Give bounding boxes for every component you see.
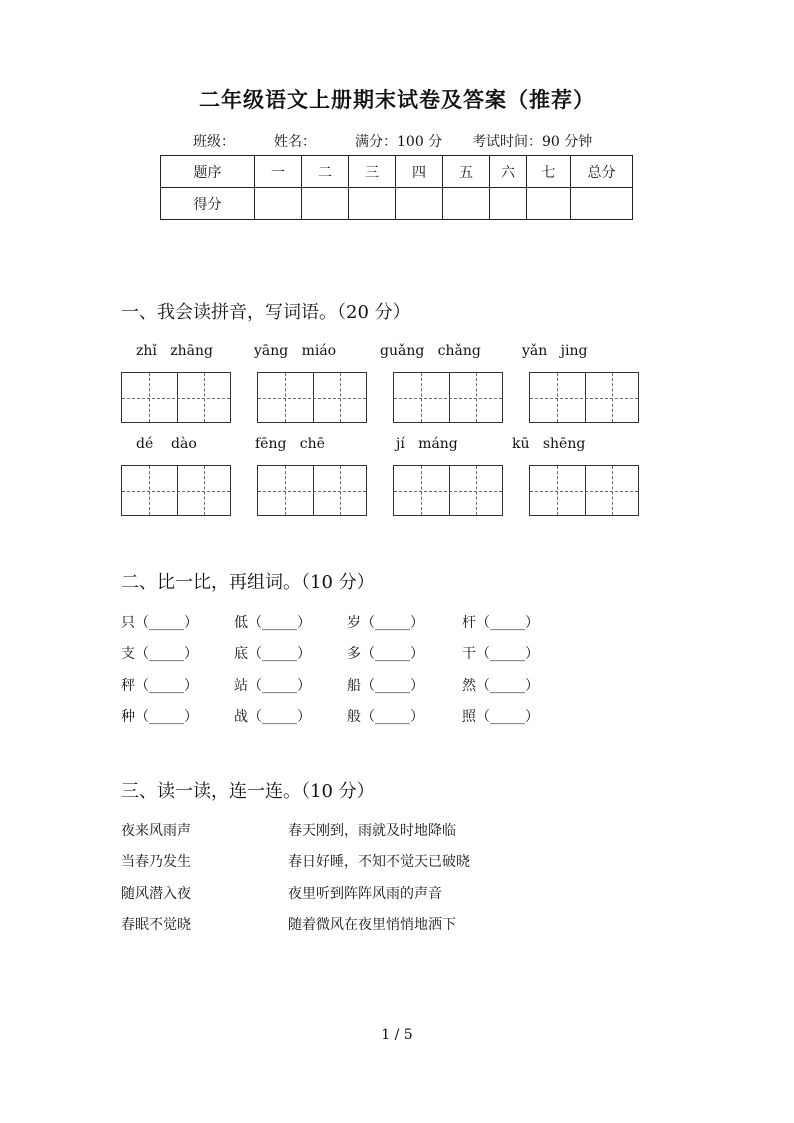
score-header-cell: 二: [302, 156, 349, 188]
word-blank[interactable]: 底（_____）: [234, 646, 311, 662]
match-right-item[interactable]: 夜里听到阵阵风雨的声音: [288, 886, 442, 902]
score-row-label: 得分: [161, 188, 255, 220]
full-score: 满分：100 分: [355, 134, 443, 150]
match-left-item[interactable]: 春眠不觉晓: [121, 917, 191, 933]
word-blank[interactable]: 秤（_____）: [121, 678, 198, 694]
writing-grid-box[interactable]: [393, 465, 503, 516]
pinyin-label: yǎn jing: [522, 343, 588, 359]
writing-grid-box[interactable]: [257, 372, 367, 423]
word-blank[interactable]: 种（_____）: [121, 709, 198, 725]
match-right-item[interactable]: 春天刚到，雨就及时地降临: [288, 823, 456, 839]
match-left-item[interactable]: 夜来风雨声: [121, 823, 191, 839]
match-right-item[interactable]: 随着微风在夜里悄悄地洒下: [288, 917, 456, 933]
score-header-cell: 一: [255, 156, 302, 188]
score-header-cell: 五: [443, 156, 490, 188]
word-blank[interactable]: 岁（_____）: [347, 615, 424, 631]
match-left-item[interactable]: 随风潜入夜: [121, 886, 191, 902]
word-blank[interactable]: 然（_____）: [462, 678, 539, 694]
score-cell[interactable]: [571, 188, 633, 220]
section1-heading: 一、我会读拼音，写词语。（20 分）: [121, 302, 411, 323]
pinyin-label: yāng miáo: [254, 343, 337, 359]
score-table-score-row: [161, 188, 633, 220]
writing-grid-box[interactable]: [257, 465, 367, 516]
score-header-cell: 七: [527, 156, 571, 188]
word-blank[interactable]: 照（_____）: [462, 709, 539, 725]
word-blank[interactable]: 支（_____）: [121, 646, 198, 662]
score-header-cell: 三: [349, 156, 396, 188]
word-blank[interactable]: 般（_____）: [347, 709, 424, 725]
score-cell[interactable]: [302, 188, 349, 220]
writing-grid-box[interactable]: [121, 372, 231, 423]
page-title: 二年级语文上册期末试卷及答案（推荐）: [199, 87, 595, 112]
score-cell[interactable]: [349, 188, 396, 220]
score-cell[interactable]: [443, 188, 490, 220]
pinyin-label: zhǐ zhāng: [136, 343, 213, 359]
word-blank[interactable]: 低（_____）: [234, 615, 311, 631]
score-header-cell: 四: [396, 156, 443, 188]
name-label: 姓名：: [274, 134, 316, 150]
match-left-item[interactable]: 当春乃发生: [121, 854, 191, 870]
pinyin-label: guǎng chǎng: [380, 343, 481, 359]
word-blank[interactable]: 多（_____）: [347, 646, 424, 662]
class-label: 班级：: [193, 134, 235, 150]
word-blank[interactable]: 杆（_____）: [462, 615, 539, 631]
word-blank[interactable]: 干（_____）: [462, 646, 539, 662]
section2-heading: 二、比一比，再组词。（10 分）: [121, 572, 375, 593]
score-table-header-row: [161, 156, 633, 188]
writing-grid-box[interactable]: [529, 372, 639, 423]
score-header-cell: 题序: [161, 156, 255, 188]
pinyin-label: fēng chē: [255, 436, 325, 452]
pinyin-label: dé dào: [136, 436, 197, 452]
pinyin-label: kū shēng: [512, 436, 586, 452]
page-number: 1 / 5: [381, 1027, 413, 1043]
exam-time: 考试时间：90 分钟: [472, 134, 593, 150]
word-blank[interactable]: 只（_____）: [121, 615, 198, 631]
section3-heading: 三、读一读，连一连。（10 分）: [121, 781, 375, 802]
score-table: [160, 155, 633, 220]
word-blank[interactable]: 站（_____）: [234, 678, 311, 694]
score-cell[interactable]: [490, 188, 527, 220]
word-blank[interactable]: 船（_____）: [347, 678, 424, 694]
score-header-cell: 总分: [571, 156, 633, 188]
score-cell[interactable]: [255, 188, 302, 220]
score-cell[interactable]: [396, 188, 443, 220]
score-cell[interactable]: [527, 188, 571, 220]
match-right-item[interactable]: 春日好睡，不知不觉天已破晓: [288, 854, 470, 870]
writing-grid-box[interactable]: [121, 465, 231, 516]
writing-grid-box[interactable]: [393, 372, 503, 423]
word-blank[interactable]: 战（_____）: [234, 709, 311, 725]
score-header-cell: 六: [490, 156, 527, 188]
writing-grid-box[interactable]: [529, 465, 639, 516]
pinyin-label: jí máng: [396, 436, 458, 452]
